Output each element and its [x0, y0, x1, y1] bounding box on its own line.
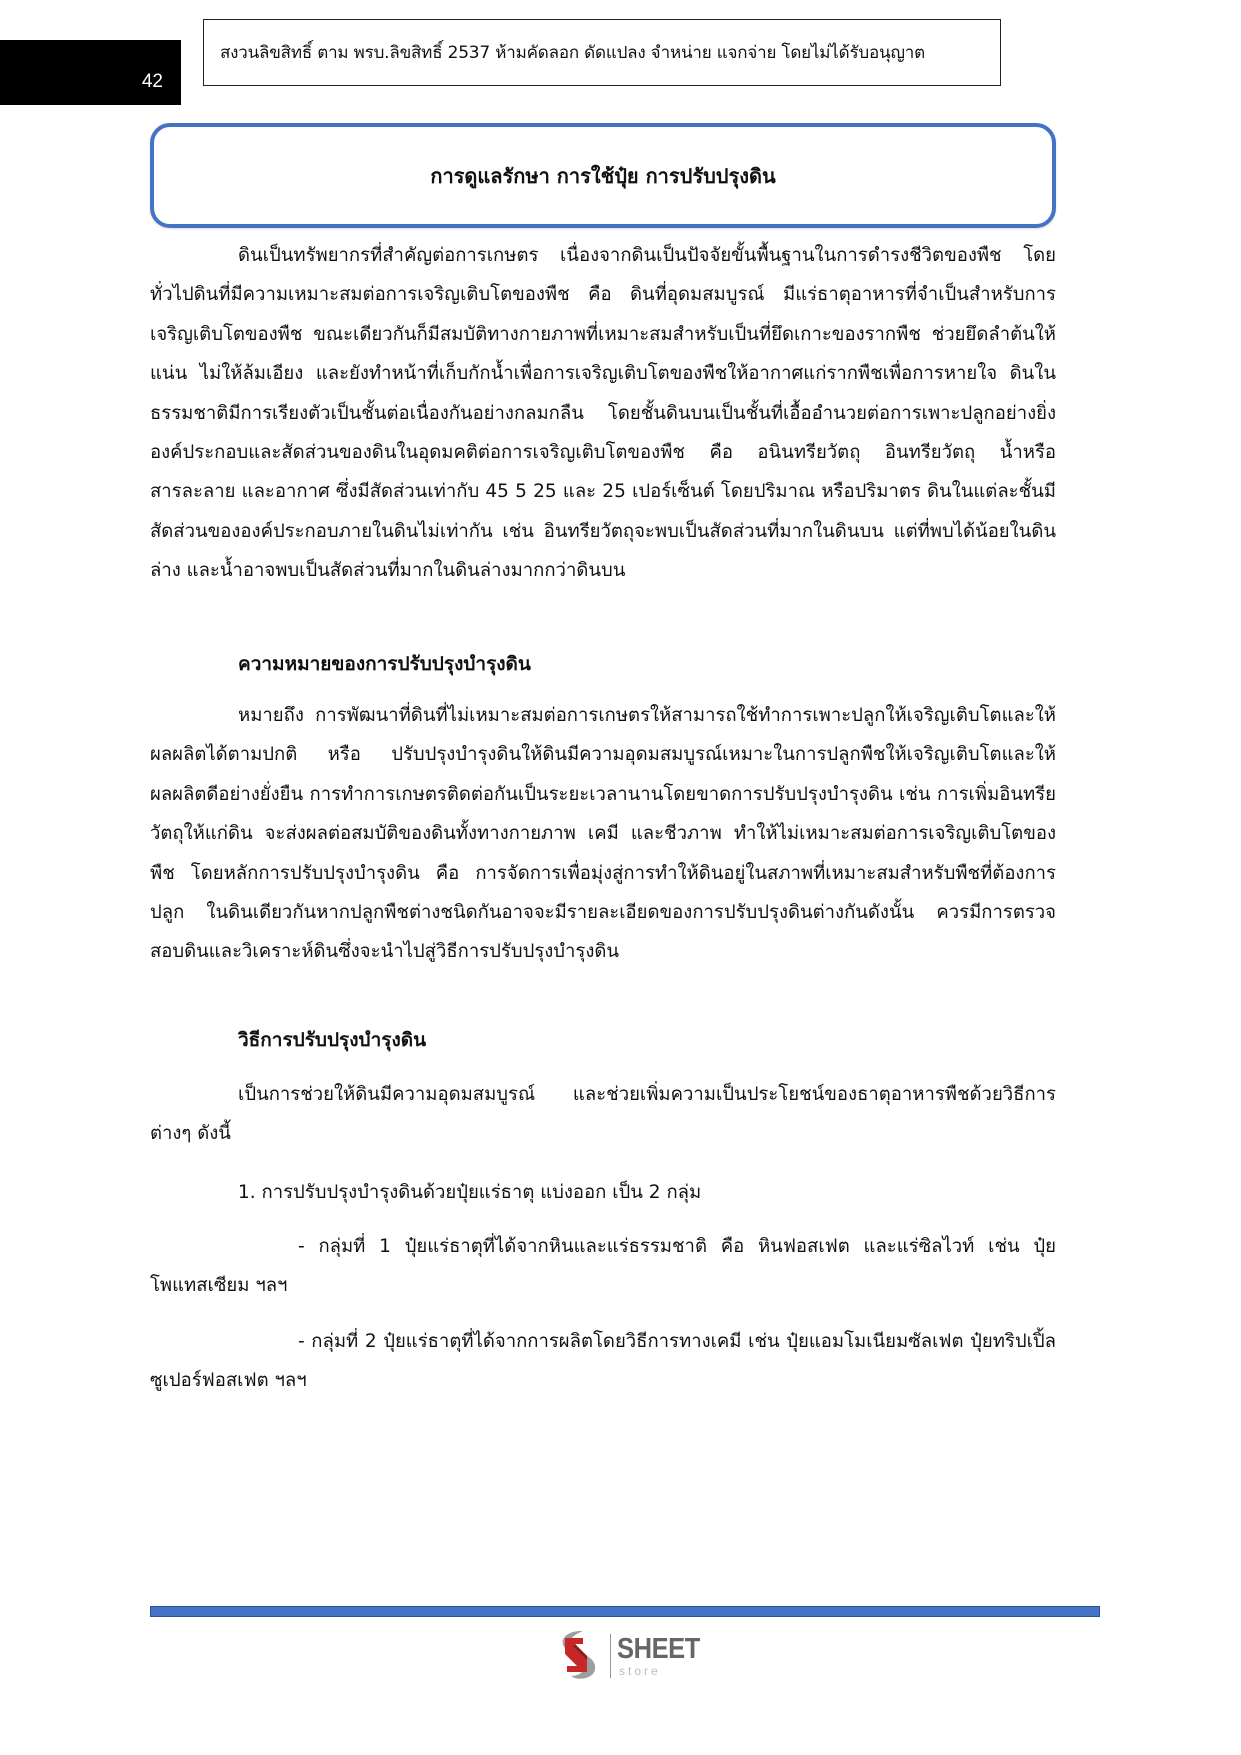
sheet-store-logo: [553, 1628, 723, 1683]
copyright-notice: สงวนลิขสิทธิ์ ตาม พรบ.ลิขสิทธิ์ 2537 ห้ามคัดลอก ดัดแปลง จำหน่าย แจกจ่าย โดยไม่ได้รับอนุญาต: [220, 43, 925, 63]
list-item-mineral-fertilizer: 1. การปรับปรุงบำรุงดินด้วยปุ๋ยแร่ธาตุ แบ่งออก เป็น 2 กลุ่ม: [238, 1182, 702, 1203]
page-number: 42: [141, 71, 163, 92]
list-subitem-group-1: - กลุ่มที่ 1 ปุ๋ยแร่ธาตุที่ได้จากหินและแร่ธรรมชาติ คือ หินฟอสเฟต และแร่ซิลไวท์ เช่น ปุ๋ยโพแทสเซียม ฯลฯ: [150, 1236, 1056, 1297]
methods-paragraph: เป็นการช่วยให้ดินมีความอุดมสมบูรณ์ และช่วยเพิ่มความเป็นประโยชน์ของธาตุอาหารพืชด้วยวิธีการต่างๆ ดังนี้: [150, 1084, 1056, 1145]
page-number-block: [0, 40, 181, 105]
logo-wordmark: SHEET: [617, 1633, 700, 1665]
title-box: [150, 123, 1056, 228]
meaning-paragraph: หมายถึง การพัฒนาที่ดินที่ไม่เหมาะสมต่อการเกษตรให้สามารถใช้ทำการเพาะปลูกให้เจริญเติบโตและให้ผลผลิตได้ตามปกติ หรือ ปรับปรุงบำรุงดินให้ดินมีความอุดมสมบูรณ์เหมาะในการปลูกพืชให้เจริญเติบโตและให้ผลผลิตดีอย่างยั่งยืน การทำการเกษตรติดต่อกันเป็นระยะเวลานานโดยขาดการปรับปรุงบำรุงดิน เช่น การเพิ่มอินทรียวัตถุให้แก่ดิน จะส่งผลต่อสมบัติของดินทั้งทางกายภาพ เคมี และชีวภาพ ทำให้ไม่เหมาะสมต่อการเจริญเติบโตของพืช โดยหลักการปรับปรุงบำรุงดิน คือ การจัดการเพื่อมุ่งสู่การทำให้ดินอยู่ในสภาพที่เหมาะสมสำหรับพืชที่ต้องการปลูก ในดินเดียวกันหากปลูกพืชต่างชนิดกันอาจจะมีรายละเอียดของการปรับปรุงดินต่างกันดังนั้น ควรมีการตรวจสอบดินและวิเคราะห์ดินซึ่งจะนำไปสู่วิธีการปรับปรุงบำรุงดิน: [150, 705, 1056, 963]
copyright-notice-box: [203, 19, 1001, 86]
logo-divider: [610, 1634, 611, 1678]
sheet-store-s-icon: [553, 1628, 603, 1683]
section-heading-meaning: ความหมายของการปรับปรุงบำรุงดิน: [238, 653, 531, 675]
list-subitem-group-2: - กลุ่มที่ 2 ปุ๋ยแร่ธาตุที่ได้จากการผลิตโดยวิธีการทางเคมี เช่น ปุ๋ยแอมโมเนียมซัลเฟต ปุ๋ยทริปเปิ้ลซูเปอร์ฟอสเฟต ฯลฯ: [150, 1331, 1056, 1392]
page-title: การดูแลรักษา การใช้ปุ๋ย การปรับปรุงดิน: [430, 163, 776, 188]
footer-divider-bar: [150, 1606, 1100, 1617]
intro-paragraph: ดินเป็นทรัพยากรที่สำคัญต่อการเกษตร เนื่องจากดินเป็นปัจจัยขั้นพื้นฐานในการดำรงชีวิตของพืช โดยทั่วไปดินที่มีความเหมาะสมต่อการเจริญเติบโตของพืช คือ ดินที่อุดมสมบูรณ์ มีแร่ธาตุอาหารที่จำเป็นสำหรับการเจริญเติบโตของพืช ขณะเดียวกันก็มีสมบัติทางกายภาพที่เหมาะสมสำหรับเป็นที่ยึดเกาะของรากพืช ช่วยยึดลำต้นให้แน่น ไม่ให้ล้มเอียง และยังทำหน้าที่เก็บกักน้ำเพื่อการเจริญเติบโตของพืชให้อากาศแก่รากพืชเพื่อการหายใจ ดินในธรรมชาติมีการเรียงตัวเป็นชั้นต่อเนื่องกันอย่างกลมกลืน โดยชั้นดินบนเป็นชั้นที่เอื้ออำนวยต่อการเพาะปลูกอย่างยิ่ง องค์ประกอบและสัดส่วนของดินในอุดมคติต่อการเจริญเติบโตของพืช คือ อนินทรียวัตถุ อินทรียวัตถุ น้ำหรือสารละลาย และอากาศ ซึ่งมีสัดส่วนเท่ากับ 45 5 25 และ 25 เปอร์เซ็นต์ โดยปริมาณ หรือปริมาตร ดินในแต่ละชั้นมีสัดส่วนขององค์ประกอบภายในดินไม่เท่ากัน เช่น อินทรียวัตถุจะพบเป็นสัดส่วนที่มากในดินบน แต่ที่พบได้น้อยในดินล่าง และน้ำอาจพบเป็นสัดส่วนที่มากในดินล่างมากกว่าดินบน: [150, 245, 1056, 582]
logo-subtitle: store: [619, 1664, 661, 1678]
section-heading-methods: วิธีการปรับปรุงบำรุงดิน: [238, 1029, 427, 1051]
